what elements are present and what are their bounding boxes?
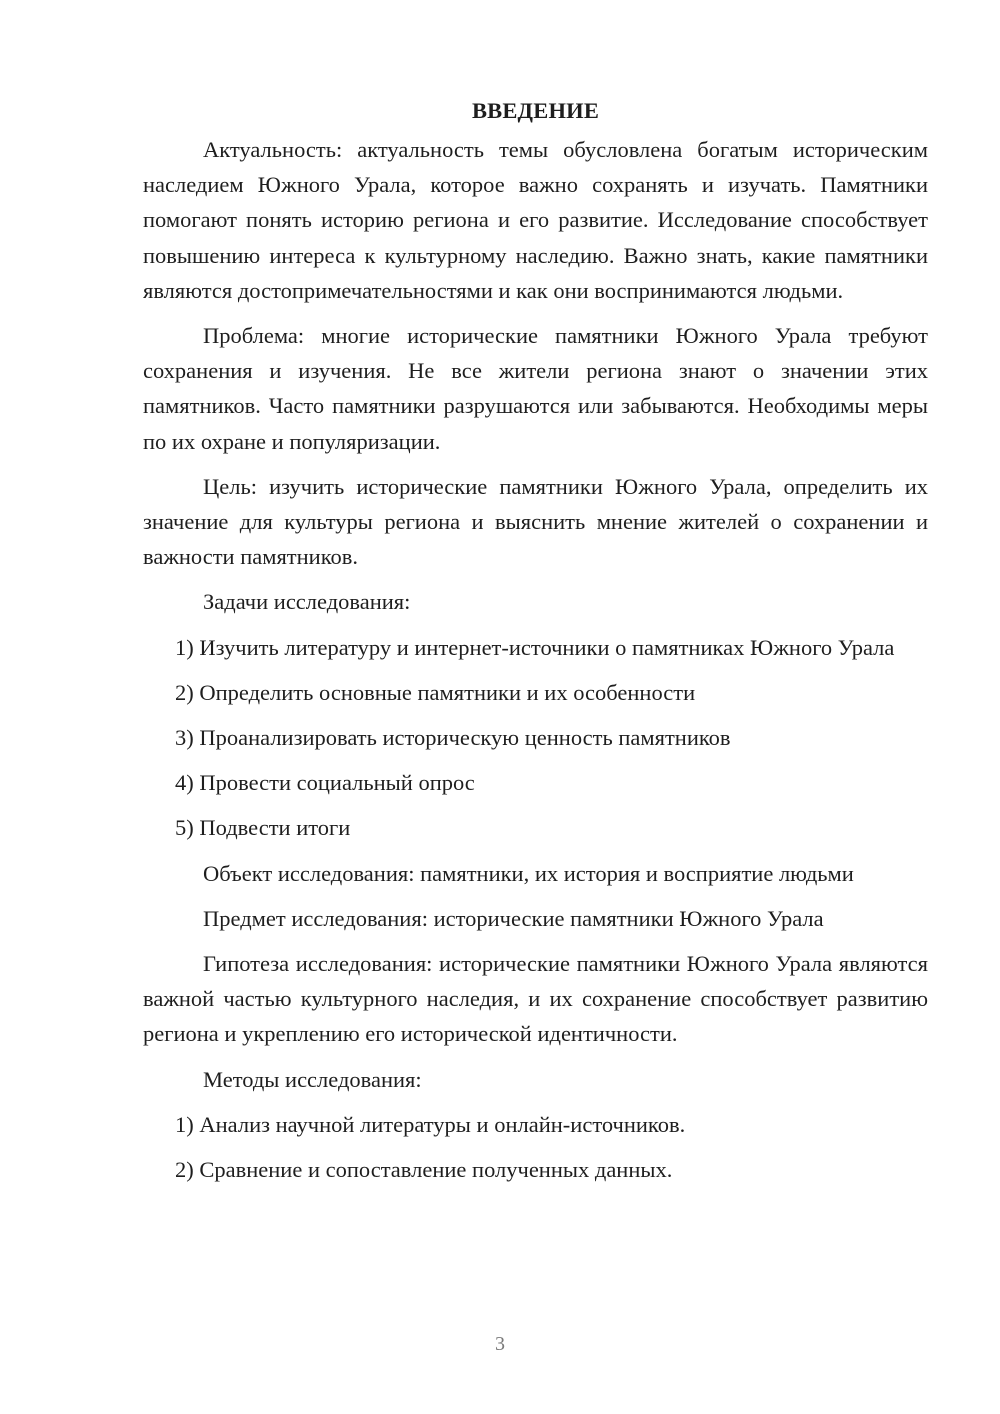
page-number: 3 bbox=[495, 1333, 505, 1355]
problem-paragraph: Проблема: многие исторические памятники Южного Урала требуют сохранения и изучения. Не все жители региона знают о значении этих памятников. Часто памятники разрушаются или забываются. Необходимы меры по их охране и популяризации. bbox=[143, 323, 928, 454]
relevance-paragraph: Актуальность: актуальность темы обусловлена богатым историческим наследием Южного Урала, которое важно сохранять и изучать. Памятники помогают понять историю региона и его развитие. Исследование способствует повышению интереса к культурному наследию. Важно знать, какие памятники являются достопримечательностями и как они воспринимаются людьми. bbox=[143, 137, 928, 303]
subject-paragraph: Предмет исследования: исторические памятники Южного Урала bbox=[203, 905, 824, 931]
task-item: 3) Проанализировать историческую ценность памятников bbox=[175, 725, 731, 751]
method-item: 1) Анализ научной литературы и онлайн-источников. bbox=[175, 1111, 686, 1137]
tasks-heading: Задачи исследования: bbox=[203, 589, 411, 615]
method-item: 2) Сравнение и сопоставление полученных данных. bbox=[175, 1157, 673, 1183]
task-item: 1) Изучить литературу и интернет-источники о памятниках Южного Урала bbox=[175, 634, 895, 660]
task-item: 2) Определить основные памятники и их особенности bbox=[175, 679, 696, 705]
goal-paragraph: Цель: изучить исторические памятники Южного Урала, определить их значение для культуры региона и выяснить мнение жителей о сохранении и важности памятников. bbox=[143, 473, 928, 570]
methods-heading: Методы исследования: bbox=[203, 1066, 422, 1092]
task-item: 4) Провести социальный опрос bbox=[175, 770, 475, 796]
task-item: 5) Подвести итоги bbox=[175, 815, 351, 841]
section-title: ВВЕДЕНИЕ bbox=[471, 98, 600, 123]
page-content bbox=[143, 93, 928, 1197]
hypothesis-paragraph: Гипотеза исследования: исторические памятники Южного Урала являются важной частью культурного наследия, и их сохранение способствует развитию региона и укреплению его исторической идентичности. bbox=[143, 951, 928, 1047]
object-paragraph: Объект исследования: памятники, их история и восприятие людьми bbox=[203, 860, 854, 886]
